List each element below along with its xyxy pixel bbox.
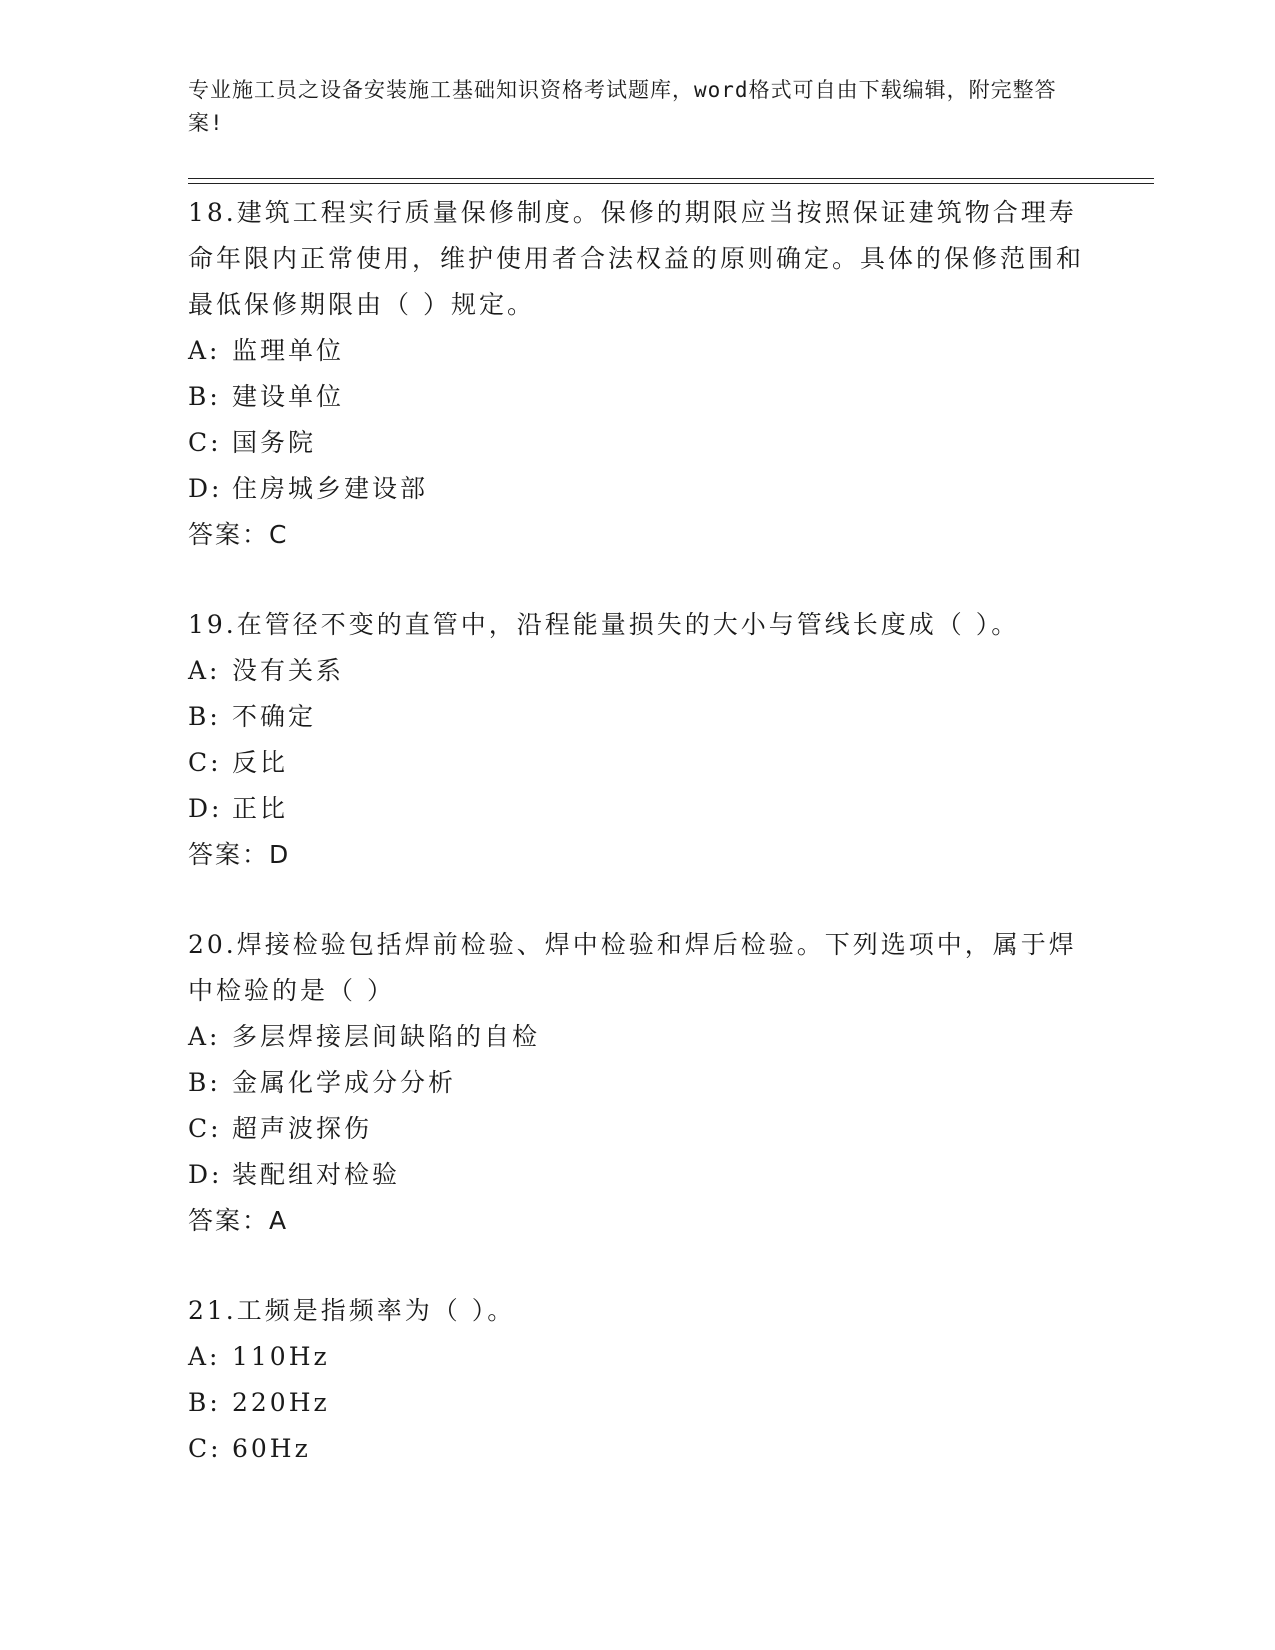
question-number: 20. bbox=[188, 930, 237, 959]
question-number: 19. bbox=[188, 610, 237, 639]
option-d bbox=[188, 1152, 1088, 1198]
option-a bbox=[188, 1014, 1088, 1060]
option-key: D: bbox=[188, 794, 223, 823]
question-list bbox=[188, 190, 1088, 1516]
answer-label: 答案： bbox=[188, 520, 270, 549]
option-key: C: bbox=[188, 1434, 222, 1463]
option-key: B: bbox=[188, 1388, 221, 1417]
option-text: 装配组对检验 bbox=[232, 1160, 401, 1189]
option-a bbox=[188, 1334, 1088, 1380]
question-body: 工频是指频率为（ ）。 bbox=[236, 1296, 516, 1325]
question-body: 在管径不变的直管中，沿程能量损失的大小与管线长度成（ ）。 bbox=[236, 610, 1020, 639]
option-text: 220Hz bbox=[232, 1388, 330, 1417]
option-text: 多层焊接层间缺陷的自检 bbox=[232, 1022, 541, 1051]
option-text: 超声波探伤 bbox=[232, 1114, 373, 1143]
question-21 bbox=[188, 1288, 1088, 1472]
header-divider-second bbox=[188, 183, 1154, 184]
option-key: C: bbox=[188, 1114, 222, 1143]
option-a bbox=[188, 328, 1088, 374]
option-text: 正比 bbox=[232, 794, 289, 823]
option-text: 国务院 bbox=[232, 428, 317, 457]
question-20 bbox=[188, 922, 1088, 1244]
question-text bbox=[188, 922, 1088, 1014]
option-text: 60Hz bbox=[232, 1434, 311, 1463]
option-key: B: bbox=[188, 1068, 221, 1097]
option-text: 没有关系 bbox=[232, 656, 345, 685]
answer-label: 答案： bbox=[188, 1206, 270, 1235]
option-b bbox=[188, 694, 1088, 740]
option-text: 不确定 bbox=[232, 702, 317, 731]
option-d bbox=[188, 466, 1088, 512]
option-text: 反比 bbox=[232, 748, 289, 777]
option-c bbox=[188, 420, 1088, 466]
option-key: C: bbox=[188, 428, 222, 457]
option-b bbox=[188, 374, 1088, 420]
answer-line bbox=[188, 832, 1088, 878]
question-body: 焊接检验包括焊前检验、焊中检验和焊后检验。下列选项中，属于焊中检验的是（ ） bbox=[188, 930, 1077, 1005]
question-number: 18. bbox=[188, 198, 237, 227]
option-key: A: bbox=[188, 336, 221, 365]
answer-line bbox=[188, 1198, 1088, 1244]
option-text: 监理单位 bbox=[232, 336, 345, 365]
option-key: B: bbox=[188, 382, 221, 411]
question-text bbox=[188, 190, 1088, 328]
question-body: 建筑工程实行质量保修制度。保修的期限应当按照保证建筑物合理寿命年限内正常使用，维护使用者合法权益的原则确定。具体的保修范围和最低保修期限由（ ）规定。 bbox=[188, 198, 1085, 319]
question-text bbox=[188, 1288, 1088, 1334]
document-header: 专业施工员之设备安装施工基础知识资格考试题库，word格式可自由下载编辑，附完整答案! bbox=[188, 78, 1057, 135]
option-d bbox=[188, 786, 1088, 832]
option-c bbox=[188, 740, 1088, 786]
answer-label: 答案： bbox=[188, 840, 270, 869]
question-text bbox=[188, 602, 1088, 648]
header-divider bbox=[188, 178, 1154, 179]
answer-value: D bbox=[269, 840, 291, 869]
option-key: A: bbox=[188, 656, 221, 685]
option-text: 金属化学成分分析 bbox=[232, 1068, 457, 1097]
option-key: A: bbox=[188, 1342, 221, 1371]
question-19 bbox=[188, 602, 1088, 878]
option-b bbox=[188, 1380, 1088, 1426]
option-key: A: bbox=[188, 1022, 221, 1051]
option-b bbox=[188, 1060, 1088, 1106]
question-number: 21. bbox=[188, 1296, 237, 1325]
option-key: B: bbox=[188, 702, 221, 731]
option-a bbox=[188, 648, 1088, 694]
answer-line bbox=[188, 512, 1088, 558]
option-key: C: bbox=[188, 748, 222, 777]
option-text: 住房城乡建设部 bbox=[232, 474, 429, 503]
option-key: D: bbox=[188, 474, 223, 503]
answer-value: A bbox=[269, 1206, 289, 1235]
option-text: 110Hz bbox=[232, 1342, 330, 1371]
option-c bbox=[188, 1106, 1088, 1152]
option-c bbox=[188, 1426, 1088, 1472]
question-18 bbox=[188, 190, 1088, 558]
option-text: 建设单位 bbox=[232, 382, 345, 411]
option-key: D: bbox=[188, 1160, 223, 1189]
answer-value: C bbox=[269, 520, 289, 549]
